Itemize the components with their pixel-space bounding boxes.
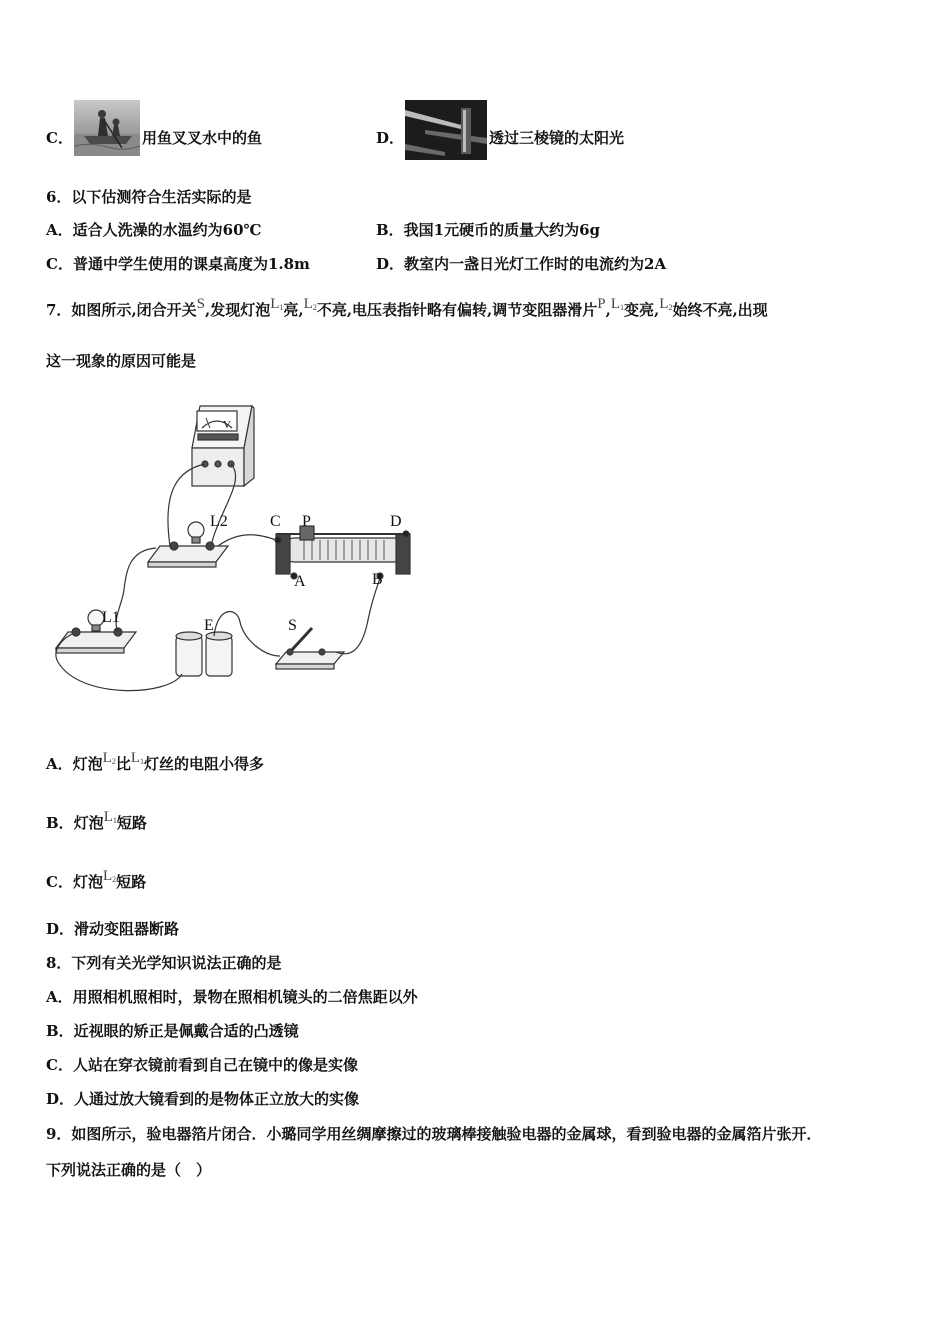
lamp-l1-board <box>56 632 136 648</box>
label-e: E <box>204 617 214 634</box>
label-l2: L2 <box>210 513 228 530</box>
q7-text-7: 始终不亮,出现 <box>672 301 768 319</box>
q7-text-2: ,发现灯泡 <box>205 301 271 319</box>
q7-option-d[interactable]: D．滑动变阻器断路 <box>46 920 180 938</box>
q5-option-d-letter: D． <box>376 129 405 147</box>
q7-stem <box>46 296 768 325</box>
switch-board <box>276 652 344 664</box>
q5-option-c-letter: C． <box>46 129 73 147</box>
q8-stem: 8．下列有关光学知识说法正确的是 <box>46 954 282 972</box>
q7-option-c[interactable]: C．灯泡$L_2$短路 <box>46 868 147 891</box>
label-a: A <box>294 573 306 590</box>
label-c: C <box>270 513 281 530</box>
q7-text-3: 亮, <box>283 301 304 319</box>
q7-l2-symbol-b: $L_2$ <box>659 296 673 312</box>
q7-slider-symbol: P <box>597 296 606 312</box>
q5-option-d-text: 透过三棱镜的太阳光 <box>489 129 625 147</box>
q8-option-d[interactable]: D．人通过放大镜看到的是物体正立放大的实像 <box>46 1090 360 1108</box>
q7-opt-a-l2: $L_2$ <box>102 750 116 766</box>
q7-opt-a-l1: $L_1$ <box>130 750 144 766</box>
q7-option-a[interactable]: A．灯泡$L_2$比$L_1$灯丝的电阻小得多 <box>46 750 265 773</box>
q6-option-b[interactable]: B．我国1元硬币的质量大约为6g <box>376 221 601 239</box>
label-p: P <box>302 513 311 530</box>
battery-cell-2 <box>206 636 232 676</box>
q5-option-c[interactable] <box>46 128 73 148</box>
battery-cell-1 <box>176 636 202 676</box>
label-s: S <box>288 617 297 634</box>
q6-option-d[interactable]: D．教室内一盏日光灯工作时的电流约为2A <box>376 255 667 273</box>
fishing-photo <box>74 100 140 156</box>
prism-photo <box>405 100 487 160</box>
q7-text-5: , <box>605 301 611 319</box>
label-l1: L1 <box>102 609 120 626</box>
q6-option-a[interactable]: A．适合人洗澡的水温约为60℃ <box>46 221 262 239</box>
label-b: B <box>372 571 383 588</box>
lamp-l2-board <box>148 546 228 562</box>
q8-option-a[interactable]: A．用照相机照相时，景物在照相机镜头的二倍焦距以外 <box>46 988 418 1006</box>
q6-option-c[interactable]: C．普通中学生使用的课桌高度为1.8m <box>46 255 310 273</box>
q7-switch-symbol: S <box>196 296 206 312</box>
q9-stem-2: 下列说法正确的是（ ） <box>46 1161 212 1179</box>
q7-opt-b-l1: $L_1$ <box>103 809 117 825</box>
q7-text-1: 7．如图所示,闭合开关 <box>46 301 197 319</box>
q8-option-c[interactable]: C．人站在穿衣镜前看到自己在镜中的像是实像 <box>46 1056 358 1074</box>
q7-l1-symbol-b: $L_1$ <box>610 296 625 312</box>
q7-text-4: 不亮,电压表指针略有偏转,调节变阻器滑片 <box>316 301 598 319</box>
q9-stem: 9．如图所示，验电器箔片闭合．小璐同学用丝绸摩擦过的玻璃棒接触验电器的金属球，看到验电器的金属箔片张开． <box>46 1125 822 1143</box>
q6-stem: 6．以下估测符合生活实际的是 <box>46 188 252 206</box>
lamp-l2-bulb <box>188 522 204 538</box>
q7-opt-c-l2: $L_2$ <box>102 868 117 884</box>
q7-l1-symbol: $L_1$ <box>270 296 284 312</box>
q5-option-c-text: 用鱼叉叉水中的鱼 <box>142 129 263 147</box>
q8-option-b[interactable]: B．近视眼的矫正是佩戴合适的凸透镜 <box>46 1022 299 1040</box>
q7-text-6: 变亮, <box>624 301 660 319</box>
label-d: D <box>390 513 402 530</box>
circuit-diagram <box>50 400 420 700</box>
q7-option-b[interactable]: B．灯泡$L_1$短路 <box>46 809 147 832</box>
voltmeter-label: V <box>223 419 231 431</box>
q7-stem-2: 这一现象的原因可能是 <box>46 352 197 370</box>
q7-l2-symbol: $L_2$ <box>303 296 317 312</box>
